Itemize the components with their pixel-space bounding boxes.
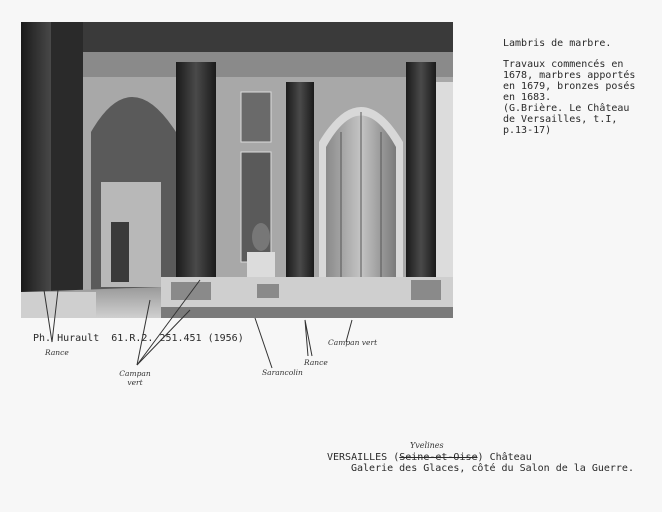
location-city: VERSAILLES ( [327,452,400,463]
hall-of-mirrors-photo [21,22,453,318]
marble-label: Rance [304,358,328,367]
caption-line: (G.Brière. Le Château [503,103,630,114]
caption-line: 1678, marbres apportés [503,70,636,81]
caption-line: p.13-17) [503,125,552,136]
marble-label: Sarancolin [262,368,303,377]
location-subtitle: Galerie des Glaces, côté du Salon de la Guerre. [351,463,634,474]
caption-title: Lambris de marbre. [503,38,612,49]
caption-line: en 1683. [503,92,552,103]
marble-label: Campan vert [328,338,378,347]
caption-line: de Versailles, t.I, [503,114,618,125]
marble-label: Campan vert [119,369,151,387]
location-old-department: Seine-et-Oise [399,452,478,463]
caption-line: Travaux commencés en [503,59,624,70]
location-title [327,452,532,463]
marble-label: Rance [45,348,69,357]
photo-credit: Ph. Hurault 61.R.2. 251.451 (1956) [33,333,244,344]
handwritten-correction: Yvelines [410,441,444,450]
location-building: ) Château [477,452,532,463]
caption-line: en 1679, bronzes posés [503,81,636,92]
